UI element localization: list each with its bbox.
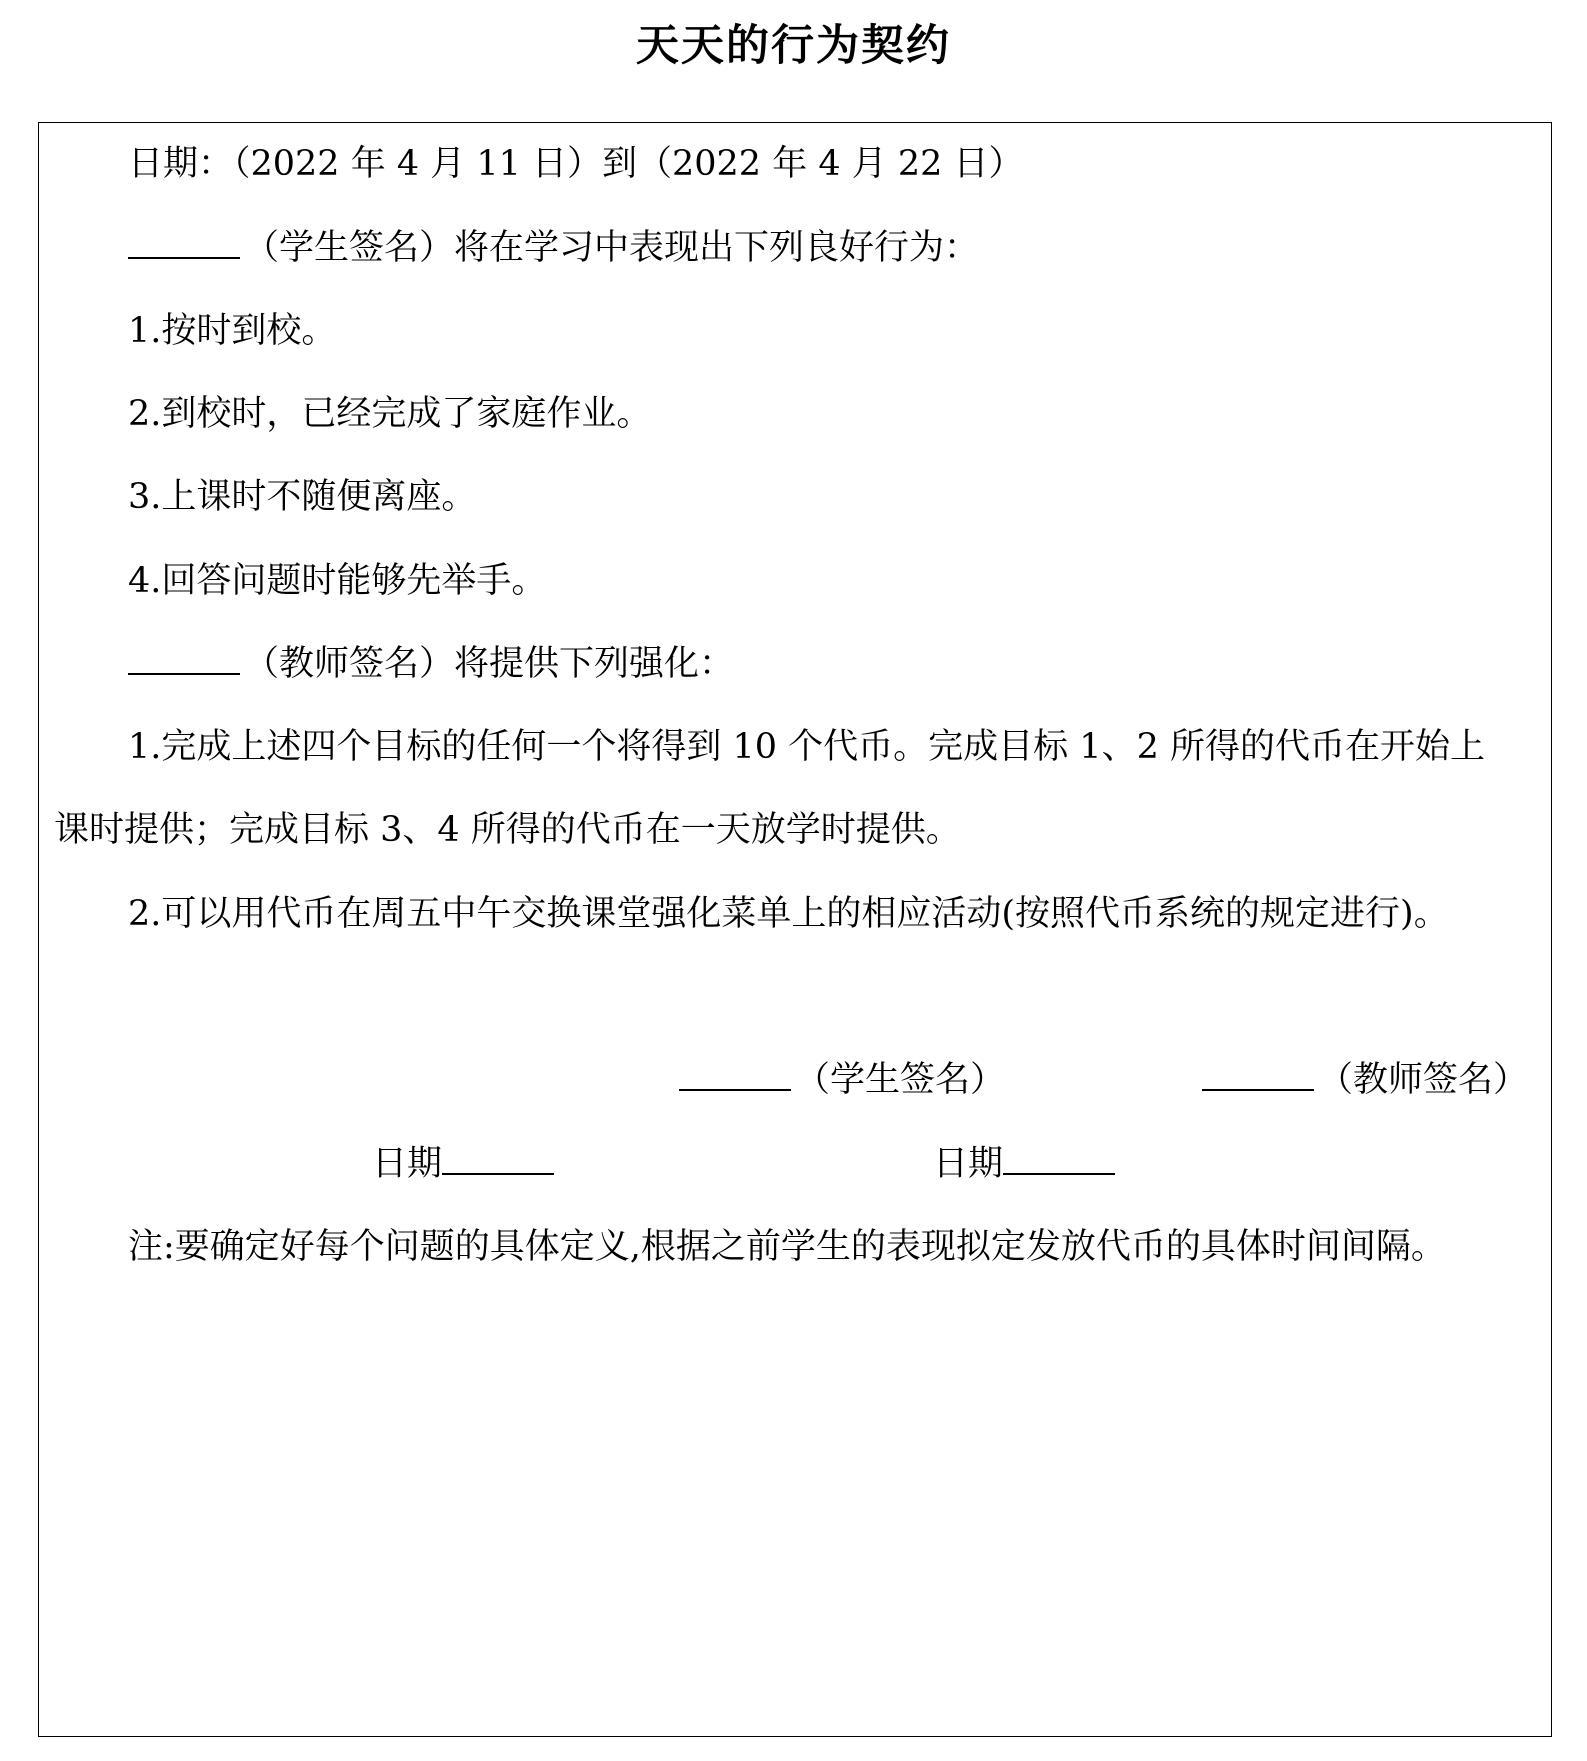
student-signature-blank[interactable] xyxy=(128,227,240,259)
student-date-field xyxy=(372,1140,554,1188)
reinforcement-item-2: 2.可以用代币在周五中午交换课堂强化菜单上的相应活动(按照代币系统的规定进行)。 xyxy=(128,894,1449,934)
teacher-date-field xyxy=(933,1140,1115,1188)
reinforcement-item-1-continued: 课时提供；完成目标 3、4 所得的代币在一天放学时提供。 xyxy=(54,810,961,850)
goal-item: 1.按时到校。 xyxy=(128,311,337,351)
student-intro-line xyxy=(128,224,979,272)
teacher-intro-line xyxy=(128,640,734,688)
document-title: 天天的行为契约 xyxy=(636,21,951,71)
date-label: 日期 xyxy=(933,1144,1004,1184)
note-text: 注:要确定好每个问题的具体定义,根据之前学生的表现拟定发放代币的具体时间间隔。 xyxy=(128,1227,1446,1267)
teacher-intro-text: （教师签名）将提供下列强化： xyxy=(244,644,735,684)
teacher-signature-line[interactable] xyxy=(1202,1059,1314,1091)
student-intro-text: （学生签名）将在学习中表现出下列良好行为： xyxy=(244,228,980,268)
student-signature-line[interactable] xyxy=(679,1059,791,1091)
reinforcement-item-1: 1.完成上述四个目标的任何一个将得到 10 个代币。完成目标 1、2 所得的代币在开始上 xyxy=(128,727,1485,767)
teacher-signature-blank[interactable] xyxy=(128,643,240,675)
student-signature-label: （学生签名） xyxy=(795,1060,1006,1100)
goal-item: 4.回答问题时能够先举手。 xyxy=(128,561,547,601)
date-range-line: 日期：（2022 年 4 月 11 日）到（2022 年 4 月 22 日） xyxy=(128,144,1024,184)
goal-item: 3.上课时不随便离座。 xyxy=(128,477,477,517)
teacher-signature-label: （教师签名） xyxy=(1318,1060,1529,1100)
student-date-line[interactable] xyxy=(442,1143,554,1175)
goal-item: 2.到校时，已经完成了家庭作业。 xyxy=(128,394,652,434)
student-signature-field xyxy=(679,1056,1005,1104)
teacher-date-line[interactable] xyxy=(1003,1143,1115,1175)
teacher-signature-field xyxy=(1202,1056,1528,1104)
date-label: 日期 xyxy=(372,1144,443,1184)
